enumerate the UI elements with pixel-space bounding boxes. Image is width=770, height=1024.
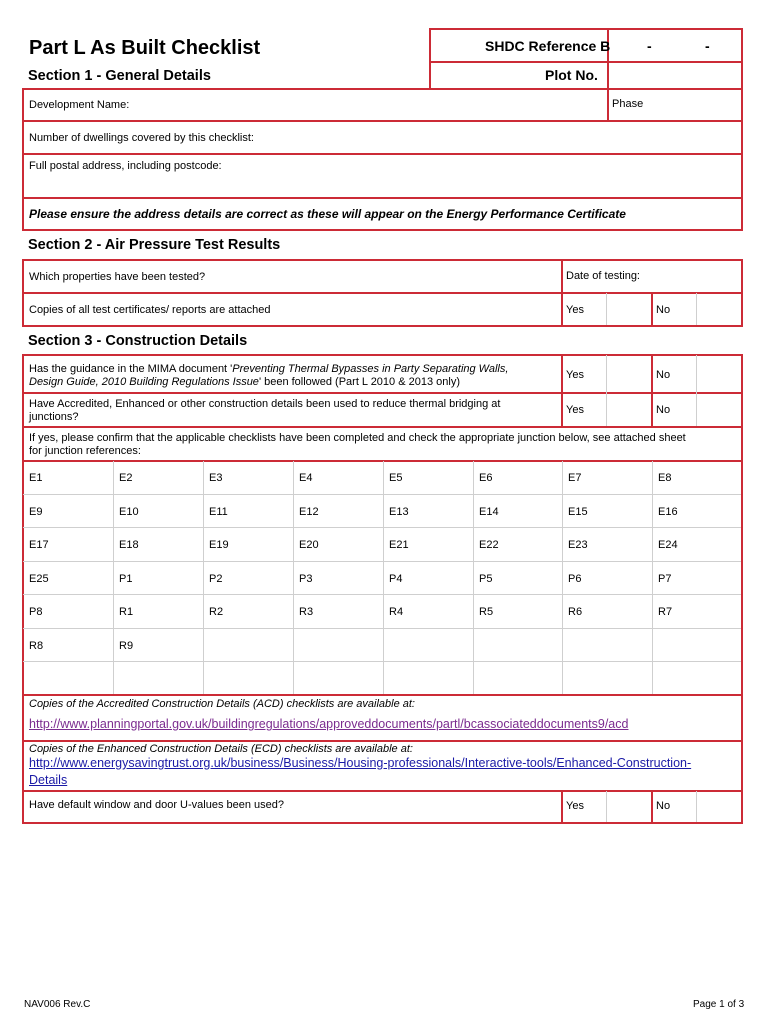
ecd-link-line2[interactable]: Details (29, 773, 68, 787)
s1-line-4 (22, 197, 743, 199)
mima-question-line1: Has the guidance in the MIMA document 'Preventing Thermal Bypasses in Party Separating Walls, (29, 363, 509, 375)
junction-cell-r7[interactable] (653, 595, 740, 627)
certificates-no-checkbox[interactable] (697, 294, 740, 324)
s3-line-3 (22, 426, 743, 428)
junction-instruction-line2: for junction references: (29, 445, 141, 457)
s1-right (741, 88, 743, 231)
junction-label: E1 (29, 472, 43, 484)
tested-properties-label: Which properties have been tested? (29, 271, 206, 283)
junction-cell-e20[interactable] (294, 528, 382, 560)
junction-label: E20 (299, 539, 319, 551)
junction-cell-e8[interactable] (653, 461, 740, 493)
junction-label: R2 (209, 606, 224, 618)
junction-cell-p6[interactable] (563, 562, 651, 594)
junction-cell-e13[interactable] (384, 495, 472, 527)
junction-label: E8 (658, 472, 672, 484)
junction-cell-empty[interactable] (384, 629, 472, 661)
ecd-note: Copies of the Enhanced Construction Details (ECD) checklists are available at: (29, 743, 413, 755)
junction-label: E22 (479, 539, 499, 551)
junction-cell-e21[interactable] (384, 528, 472, 560)
junction-label: E24 (658, 539, 678, 551)
junction-cell-e14[interactable] (474, 495, 561, 527)
junction-cell-e15[interactable] (563, 495, 651, 527)
junction-cell-r3[interactable] (294, 595, 382, 627)
junction-label: E13 (389, 506, 409, 518)
junction-cell-r4[interactable] (384, 595, 472, 627)
junction-label: E25 (29, 573, 49, 585)
junction-label: P1 (119, 573, 133, 585)
junction-label: E7 (568, 472, 582, 484)
accredited-question-line2: junctions? (29, 411, 79, 423)
junction-cell-e25[interactable] (24, 562, 112, 594)
footer-doc-ref: NAV006 Rev.C (24, 999, 91, 1010)
junction-cell-empty[interactable] (653, 629, 740, 661)
junction-cell-e4[interactable] (294, 461, 382, 493)
junction-label: E4 (299, 472, 313, 484)
acd-note: Copies of the Accredited Construction Details (ACD) checklists are available at: (29, 698, 415, 710)
s3-q-divider-1 (561, 354, 563, 427)
certificates-yes-checkbox[interactable] (607, 294, 650, 324)
section3-heading: Section 3 - Construction Details (28, 333, 248, 349)
junction-cell-e7[interactable] (563, 461, 651, 493)
ref-box-right (741, 28, 743, 89)
shdc-reference-label: SHDC Reference B (485, 38, 611, 54)
s1-line-3 (22, 153, 743, 155)
junction-label: P4 (389, 573, 403, 585)
junction-cell-e18[interactable] (114, 528, 202, 560)
junction-cell-p3[interactable] (294, 562, 382, 594)
certificates-yes-label: Yes (566, 304, 584, 316)
junction-label: R5 (479, 606, 494, 618)
junction-label: P2 (209, 573, 223, 585)
plot-no-label: Plot No. (545, 67, 598, 83)
junction-cell-e1[interactable] (24, 461, 112, 493)
epc-notice: Please ensure the address details are correct as these will appear on the Energy Performance Certificate (29, 207, 626, 221)
junction-label: E19 (209, 539, 229, 551)
junction-grid-row-line (23, 661, 741, 662)
junction-label: E17 (29, 539, 49, 551)
junction-cell-e11[interactable] (204, 495, 292, 527)
junction-cell-e2[interactable] (114, 461, 202, 493)
junction-cell-p4[interactable] (384, 562, 472, 594)
s2-right (741, 259, 743, 327)
junction-cell-e19[interactable] (204, 528, 292, 560)
junction-cell-e16[interactable] (653, 495, 740, 527)
junction-cell-r1[interactable] (114, 595, 202, 627)
junction-label: E12 (299, 506, 319, 518)
junction-cell-p7[interactable] (653, 562, 740, 594)
junction-instruction-line1: If yes, please confirm that the applicable checklists have been completed and check the appropriate junction below, see attached sheet (29, 432, 686, 444)
accredited-no-label: No (656, 404, 671, 416)
junction-cell-r8[interactable] (24, 629, 112, 661)
dwellings-field[interactable] (270, 122, 739, 152)
s2-divider-2 (651, 292, 653, 327)
junction-label: R8 (29, 640, 44, 652)
section1-heading: Section 1 - General Details (28, 68, 211, 84)
accredited-yes-checkbox[interactable] (607, 394, 650, 425)
certificates-label: Copies of all test certificates/ reports are attached (29, 304, 271, 316)
s1-left (22, 88, 24, 231)
junction-label: R7 (658, 606, 673, 618)
mima-yes-checkbox[interactable] (607, 356, 650, 391)
section2-heading: Section 2 - Air Pressure Test Results (28, 237, 281, 253)
s3-right (741, 354, 743, 824)
accredited-yes-label: Yes (566, 404, 584, 416)
junction-cell-empty[interactable] (204, 629, 292, 661)
junction-label: E23 (568, 539, 588, 551)
junction-label: E18 (119, 539, 139, 551)
mima-no-checkbox[interactable] (697, 356, 740, 391)
junction-cell-r2[interactable] (204, 595, 292, 627)
uvalues-yes-label: Yes (566, 800, 584, 812)
junction-cell-e6[interactable] (474, 461, 561, 493)
uvalues-question: Have default window and door U-values been used? (29, 799, 284, 811)
s3-line-8 (22, 822, 743, 824)
s2-line-1 (22, 259, 743, 261)
junction-label: E5 (389, 472, 403, 484)
plot-no-field[interactable] (609, 63, 741, 89)
s3-line-5 (22, 694, 743, 696)
s3-q-divider-2 (651, 354, 653, 427)
junction-cell-r9[interactable] (114, 629, 202, 661)
junction-cell-e10[interactable] (114, 495, 202, 527)
junction-label: R6 (568, 606, 583, 618)
junction-label: R1 (119, 606, 134, 618)
uvalues-no-checkbox[interactable] (697, 792, 740, 822)
s3-u-divider-2 (651, 790, 653, 824)
dwellings-label: Number of dwellings covered by this checklist: (29, 132, 254, 144)
junction-label: P7 (658, 573, 672, 585)
junction-cell-p1[interactable] (114, 562, 202, 594)
junction-label: P5 (479, 573, 493, 585)
mima-question-line2: Design Guide, 2010 Building Regulations Issue' been followed (Part L 2010 & 2013 only) (29, 376, 460, 388)
junction-cell-p5[interactable] (474, 562, 561, 594)
s3-u-divider-1 (561, 790, 563, 824)
junction-cell-e9[interactable] (24, 495, 112, 527)
junction-label: P8 (29, 606, 43, 618)
reference-dash-2: - (705, 38, 710, 54)
page-title: Part L As Built Checklist (29, 37, 261, 59)
junction-label: P6 (568, 573, 582, 585)
shdc-reference-field[interactable] (609, 30, 741, 61)
footer-page-number: Page 1 of 3 (693, 999, 745, 1010)
junction-cell-p2[interactable] (204, 562, 292, 594)
junction-cell-e12[interactable] (294, 495, 382, 527)
junction-label: E2 (119, 472, 133, 484)
development-name-label: Development Name: (29, 99, 130, 111)
accredited-no-checkbox[interactable] (697, 394, 740, 425)
mima-yes-label: Yes (566, 369, 584, 381)
junction-cell-e22[interactable] (474, 528, 561, 560)
junction-label: R9 (119, 640, 134, 652)
junction-cell-empty[interactable] (474, 629, 561, 661)
junction-cell-empty[interactable] (294, 629, 382, 661)
ref-box-left (429, 28, 431, 89)
junction-cell-e17[interactable] (24, 528, 112, 560)
s1-phase-divider (607, 88, 609, 121)
s2-line-3 (22, 325, 743, 327)
junction-label: E15 (568, 506, 588, 518)
ecd-link-line1[interactable]: http://www.energysavingtrust.org.uk/business/Business/Housing-professionals/Interactive-tools/Enhanced-Construction- (29, 756, 692, 770)
phase-label: Phase (612, 98, 644, 110)
mima-no-label: No (656, 369, 671, 381)
junction-label: E9 (29, 506, 43, 518)
junction-label: E16 (658, 506, 678, 518)
uvalues-yes-checkbox[interactable] (607, 792, 650, 822)
junction-label: E14 (479, 506, 499, 518)
address-label: Full postal address, including postcode: (29, 160, 222, 172)
junction-label: R4 (389, 606, 404, 618)
junction-cell-p8[interactable] (24, 595, 112, 627)
s2-left (22, 259, 24, 327)
s2-divider-1 (561, 259, 563, 327)
junction-label: R3 (299, 606, 314, 618)
junction-cell-r5[interactable] (474, 595, 561, 627)
address-field[interactable] (24, 174, 739, 196)
uvalues-no-label: No (656, 800, 671, 812)
junction-label: E11 (209, 506, 228, 518)
accredited-question-line1: Have Accredited, Enhanced or other construction details been used to reduce thermal bridging at (29, 398, 501, 410)
acd-link[interactable]: http://www.planningportal.gov.uk/buildingregulations/approveddocuments/partl/bcassociateddocuments9/acd (29, 717, 629, 731)
junction-cell-empty[interactable] (563, 629, 651, 661)
development-name-field[interactable] (140, 90, 605, 119)
junction-label: E21 (389, 539, 409, 551)
junction-cell-e23[interactable] (563, 528, 651, 560)
junction-label: E10 (119, 506, 139, 518)
reference-dash-1: - (647, 38, 652, 54)
junction-cell-e5[interactable] (384, 461, 472, 493)
s1-line-5 (22, 229, 743, 231)
junction-cell-e24[interactable] (653, 528, 740, 560)
junction-label: E3 (209, 472, 223, 484)
junction-cell-e3[interactable] (204, 461, 292, 493)
junction-label: P3 (299, 573, 313, 585)
junction-label: E6 (479, 472, 493, 484)
date-of-testing-label: Date of testing: (566, 270, 640, 282)
junction-cell-r6[interactable] (563, 595, 651, 627)
certificates-no-label: No (656, 304, 671, 316)
